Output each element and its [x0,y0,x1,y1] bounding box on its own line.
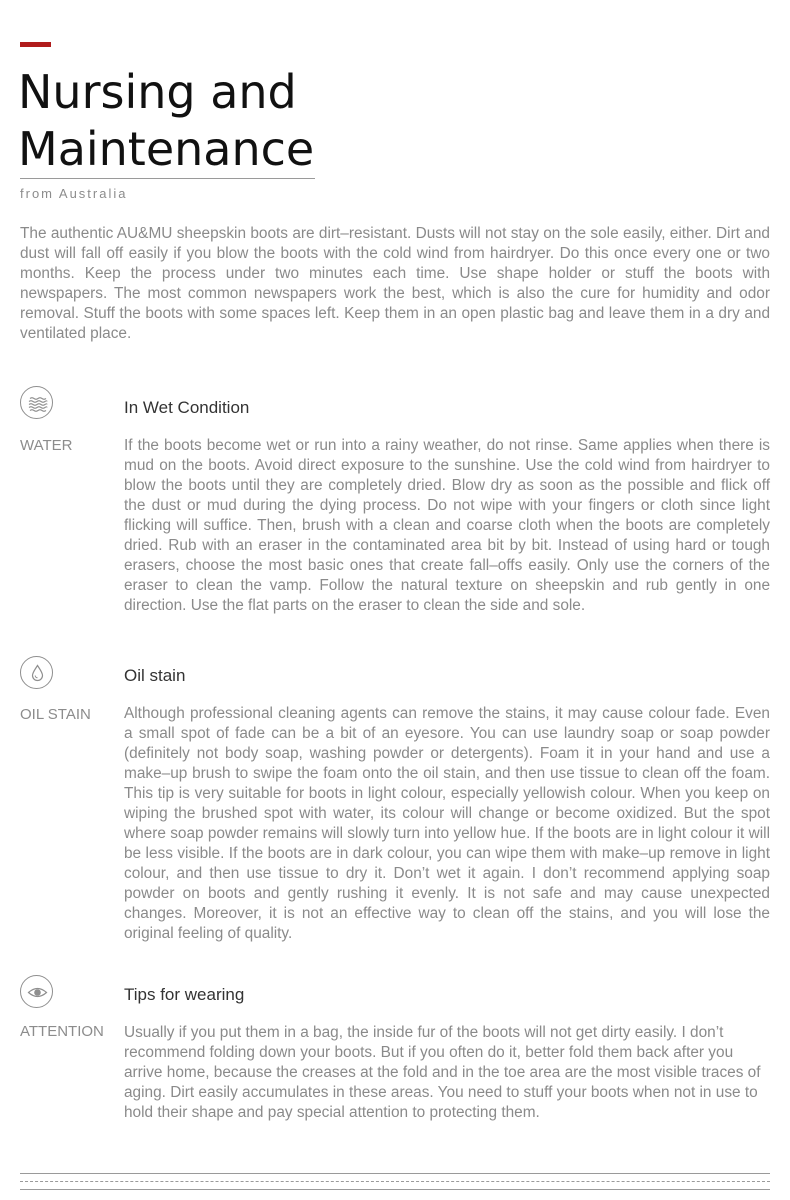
title-line-1: Nursing and [18,65,297,119]
footer-divider-bottom [20,1189,770,1190]
page-title [18,64,314,178]
intro-paragraph: The authentic AU&MU sheepskin boots are dirt–resistant. Dusts will not stay on the sole easily, either. Dirt and dust will fall off easily if you blow the boots with the cold wind from hairdryer. Do this once every one or two months. Keep the process under two minutes each time. Use shape holder or stuff the boots with newspapers. The most common newspapers work the best, which is also the cure for humidity and odor removal. Stuff the boots with some spaces left. Keep them in an open plastic bag and leave them in a dry and ventilated place. [20,225,770,342]
section-heading: Tips for wearing [124,985,245,1004]
title-line-2: Maintenance [18,122,315,176]
footer-divider-top [20,1173,770,1174]
accent-bar [20,42,51,47]
section-heading: In Wet Condition [124,398,250,417]
oil-drop-icon [20,656,53,689]
footer-dashed-divider [20,1181,770,1182]
water-waves-icon [20,386,53,419]
title-divider [20,178,315,179]
section-body: Usually if you put them in a bag, the inside fur of the boots will not get dirty easily. I don’t recommend folding down your boots. But if you often do it, better fold them back after you arrive home, because the creases at the fold and in the toe area are the most visible traces of aging. Dirt easily accumulates in these areas. You need to stuff your boots when not in use to hold their shape and pay special attention to protecting them. [124,1024,761,1121]
section-label: ATTENTION [20,1023,104,1040]
section-body: Although professional cleaning agents can remove the stains, it may cause colour fade. Even a small spot of fade can be a bit of an eyesore. You can use laundry soap or soap powder (definitely not body soap, washing powder or detergents). Foam it in your hand and use a make–up brush to swipe the foam onto the oil stain, and then use tissue to clean off the foam. This tip is very suitable for boots in light colour, especially yellowish colour. When you keep on wiping the brushed spot with water, its colour will change or become oxidized. But the spot where soap powder remains will slowly turn into yellow hue. If the boots are in light colour it will be less visible. If the boots are in dark colour, you can wipe them with make–up remove in light colour, and then use tissue to dry it. Don’t wet it again. I don’t recommend applying soap powder on boots and gently rushing it evenly. It is not safe and may cause unexpected changes. Moreover, it is not an effective way to clean off the stains, and you will lose the original feeling of quality. [124,705,770,942]
section-heading: Oil stain [124,666,186,685]
eye-icon [20,975,53,1008]
section-body: If the boots become wet or run into a rainy weather, do not rinse. Same applies when there is mud on the boots. Avoid direct exposure to the sunshine. Use the cold wind from hairdryer to blow the boots until they are completely dried. Blow dry as soon as the possible and flick off the dust or mud during the dying process. Do not wipe with your fingers or cloth since light flicking will suffice. Then, brush with a clean and coarse cloth when the boots are completely dried. Rub with an eraser in the contaminated area bit by bit. Instead of using hard or tough erasers, choose the most basic ones that create fall–offs easily. Only use the corners of the eraser to clean the vamp. Follow the natural texture on sheepskin and rub gently in one direction. Use the flat parts on the eraser to clean the side and sole. [124,437,770,614]
section-label: WATER [20,437,73,454]
section-label: OIL STAIN [20,706,91,723]
subtitle: from Australia [20,186,128,201]
